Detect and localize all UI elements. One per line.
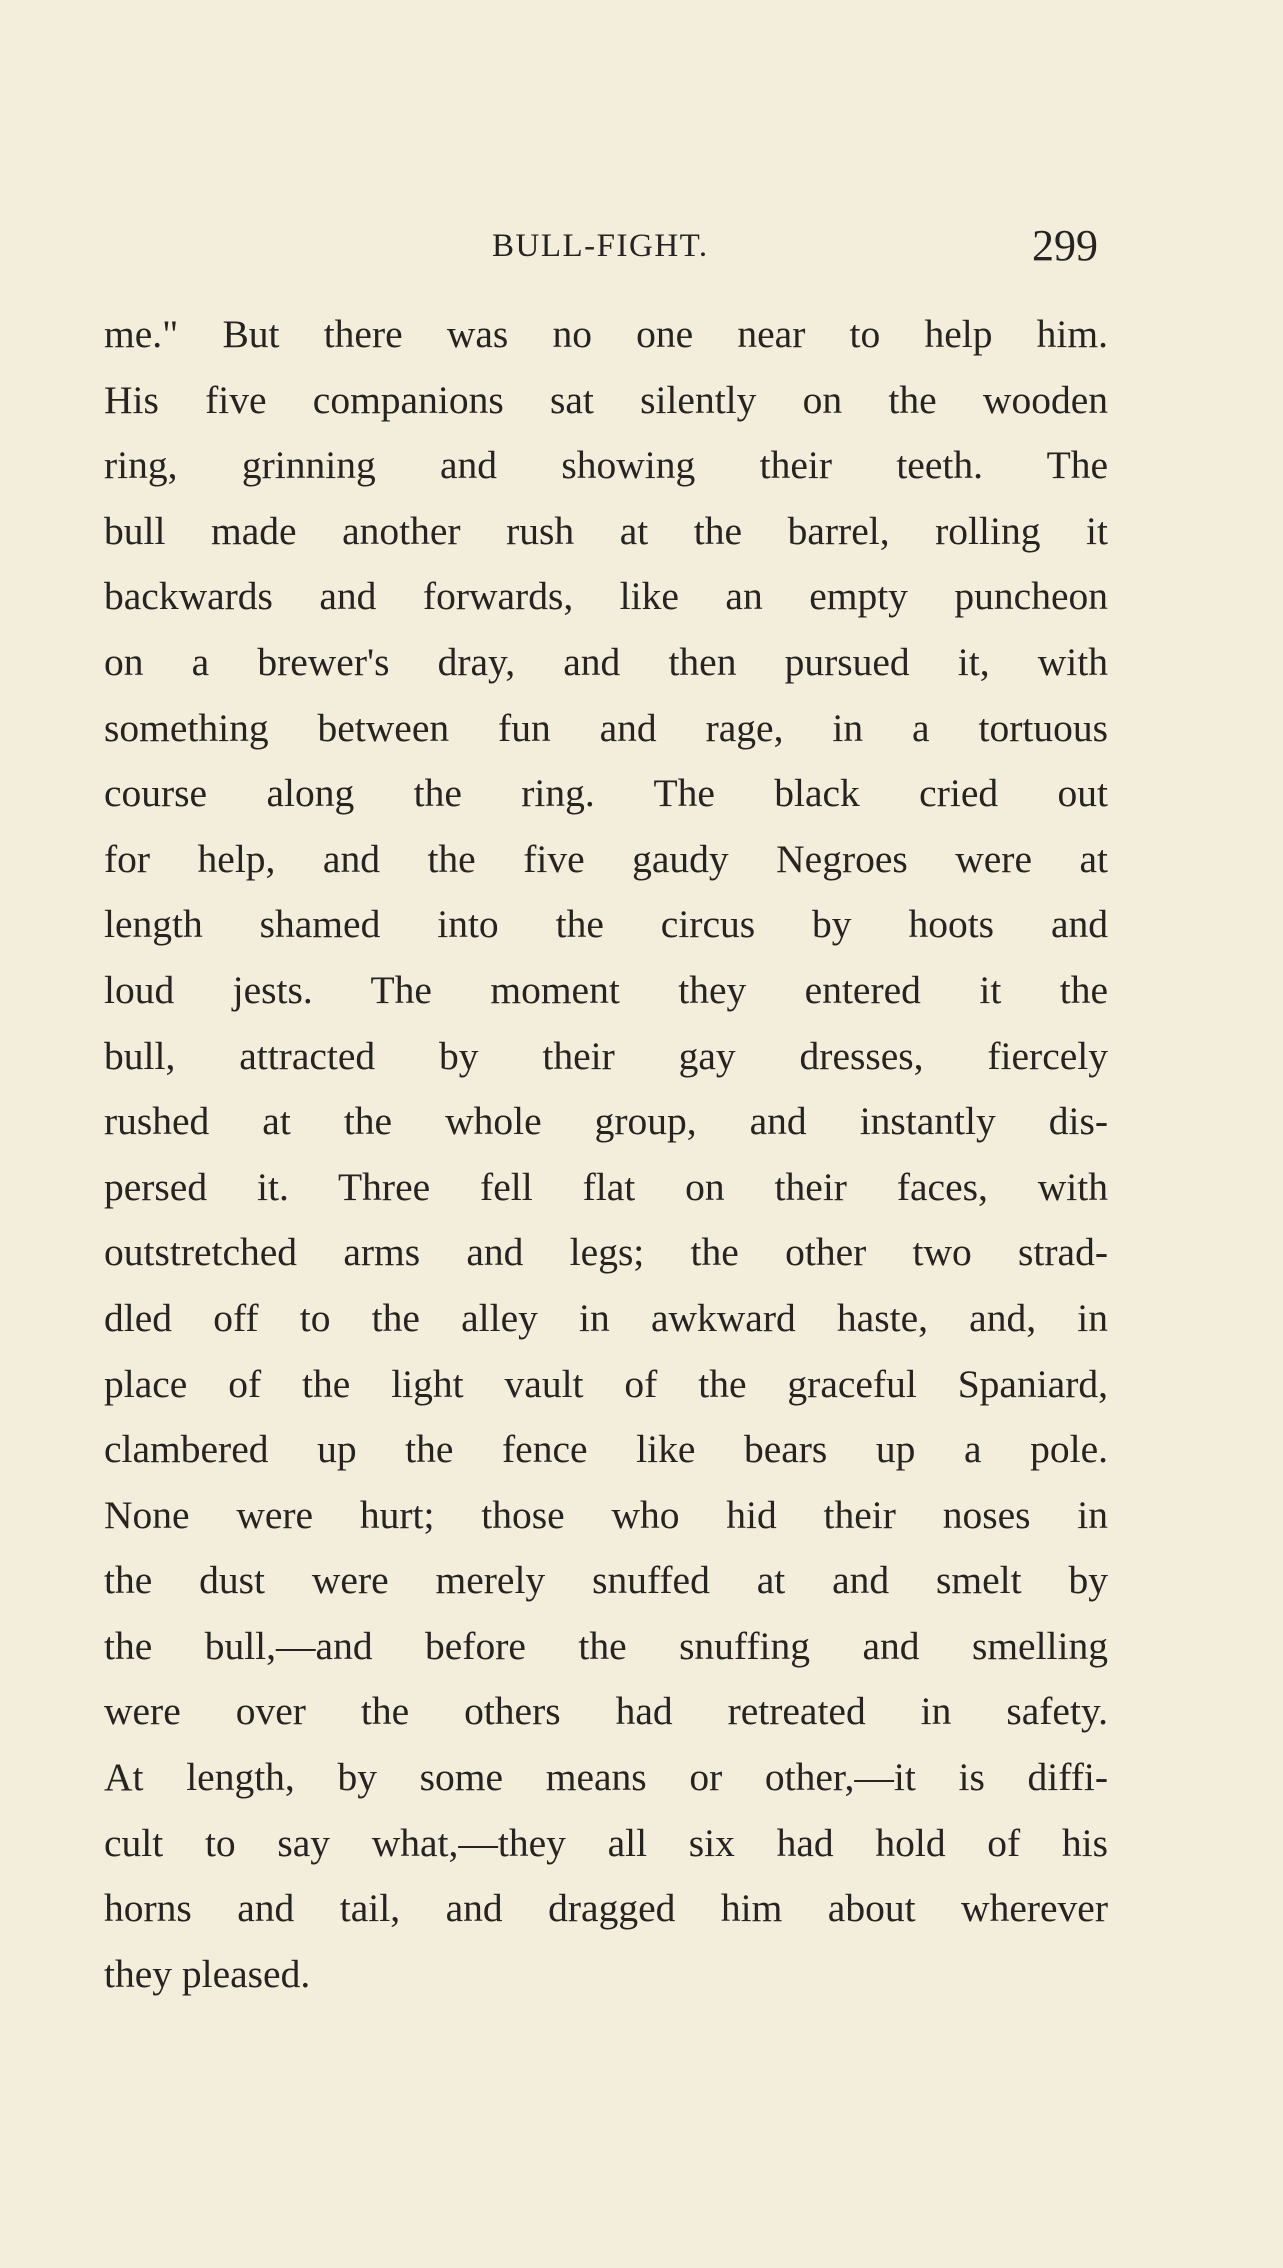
text-line: clambered up the fence like bears up a pole.	[104, 1427, 1108, 1472]
text-line: cult to say what,—they all six had hold of his	[104, 1820, 1108, 1865]
text-line: the dust were merely snuffed at and smelt by	[104, 1558, 1108, 1603]
text-line: backwards and forwards, like an empty puncheon	[104, 574, 1108, 619]
text-line: for help, and the five gaudy Negroes were at	[104, 836, 1108, 881]
text-line: persed it. Three fell flat on their faces, with	[104, 1164, 1108, 1209]
text-line: loud jests. The moment they entered it the	[104, 967, 1108, 1012]
text-line: bull made another rush at the barrel, rolling it	[104, 508, 1108, 553]
text-line: outstretched arms and legs; the other two strad-	[104, 1230, 1108, 1275]
text-line: the bull,—and before the snuffing and smelling	[104, 1623, 1108, 1668]
text-line: At length, by some means or other,—it is diffi-	[104, 1755, 1108, 1800]
text-line: horns and tail, and dragged him about wherever	[104, 1886, 1108, 1931]
text-line: something between fun and rage, in a tortuous	[104, 705, 1108, 750]
text-line: course along the ring. The black cried out	[104, 771, 1108, 816]
running-head-title: BULL-FIGHT.	[492, 228, 709, 264]
text-line: dled off to the alley in awkward haste, and, in	[104, 1295, 1108, 1340]
text-line: ring, grinning and showing their teeth. The	[104, 443, 1108, 488]
text-line: on a brewer's dray, and then pursued it, with	[104, 639, 1108, 684]
text-line: rushed at the whole group, and instantly dis-	[104, 1099, 1108, 1144]
text-line: were over the others had retreated in safety.	[104, 1689, 1108, 1734]
text-line: bull, attracted by their gay dresses, fiercely	[104, 1033, 1108, 1078]
text-line: me." But there was no one near to help him.	[104, 312, 1108, 356]
text-line: they pleased.	[104, 1951, 311, 1996]
text-line: None were hurt; those who hid their noses in	[104, 1492, 1108, 1537]
body-paragraph	[104, 302, 1108, 2007]
text-line: His five companions sat silently on the wooden	[104, 377, 1108, 422]
text-line: place of the light vault of the graceful Spaniard,	[104, 1361, 1108, 1406]
text-line: length shamed into the circus by hoots and	[104, 902, 1108, 947]
page-number: 299	[1032, 221, 1098, 270]
running-head	[0, 218, 1283, 274]
